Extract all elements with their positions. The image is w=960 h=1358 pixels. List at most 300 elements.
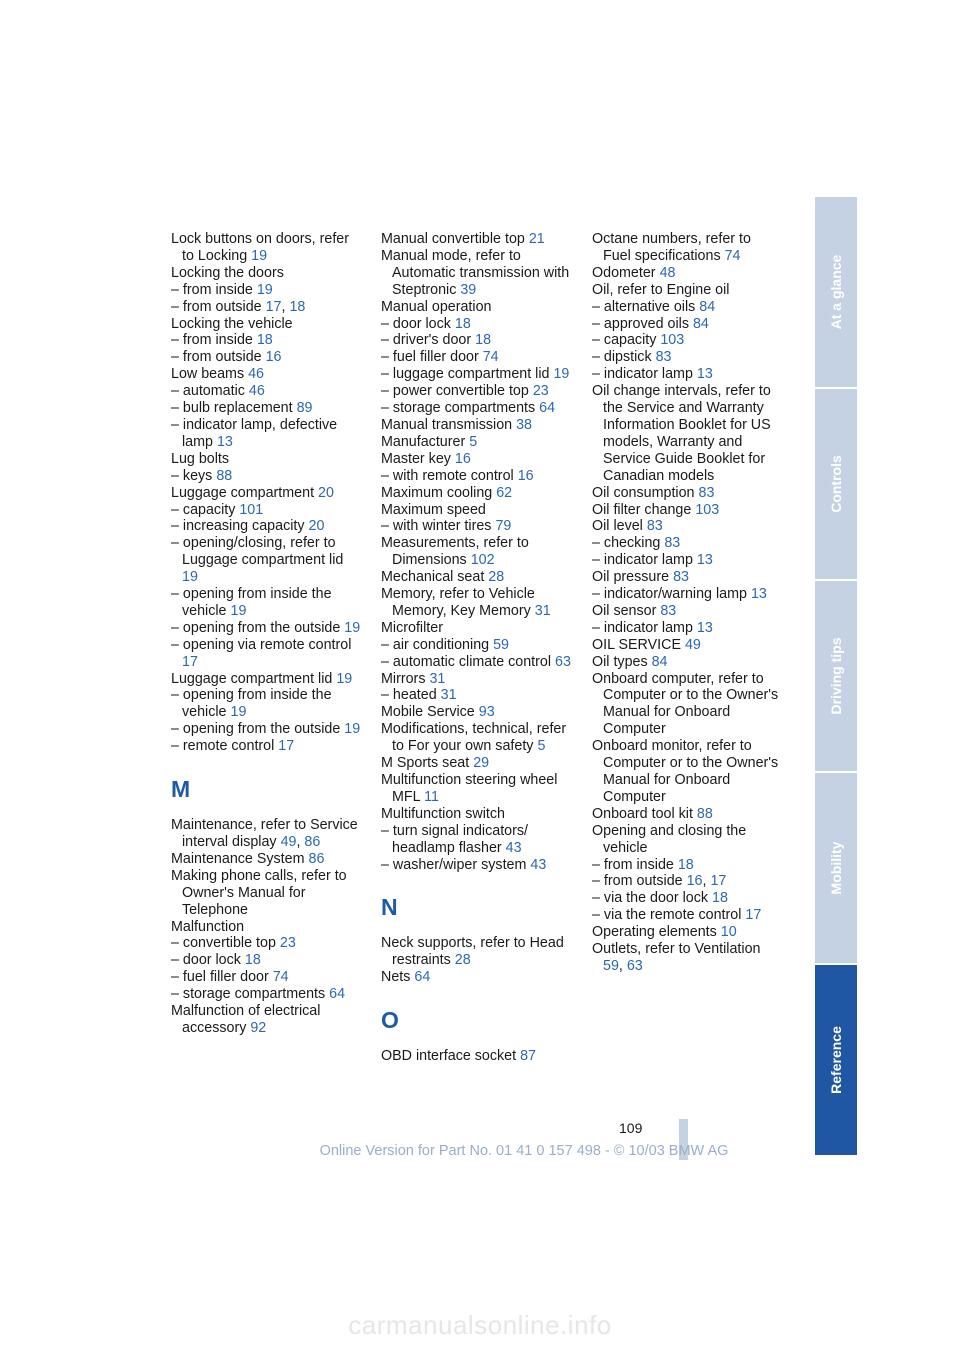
index-entry <box>171 366 361 383</box>
page-reference-link[interactable]: 19 <box>344 721 361 738</box>
index-entry <box>171 451 361 468</box>
index-entry-text: – via the remote control <box>592 907 742 924</box>
page-reference-link[interactable]: 39 <box>460 281 477 298</box>
page-reference-link[interactable]: 88 <box>216 467 233 484</box>
index-entry <box>381 518 571 535</box>
index-entry <box>171 969 361 986</box>
index-column-3 <box>592 231 782 975</box>
index-entry-text: – fuel filler door <box>171 969 269 986</box>
page-reference-link[interactable]: 17 <box>265 298 282 315</box>
page-reference-link[interactable]: 46 <box>248 366 265 383</box>
index-entry <box>381 704 571 721</box>
index-entry <box>592 890 782 907</box>
index-entry-text: – door lock <box>171 952 241 969</box>
index-entry-text: Microfilter <box>381 619 443 636</box>
index-entry <box>171 868 361 919</box>
index-entry <box>381 935 571 969</box>
side-tab-label: Controls <box>828 455 844 513</box>
index-entry-text: Outlets, refer to Ventilation <box>592 941 761 958</box>
section-tabs <box>815 197 857 1157</box>
index-entry <box>171 671 361 688</box>
index-entry-text: Oil, refer to Engine oil <box>592 281 730 298</box>
page-reference-link[interactable]: 13 <box>696 619 713 636</box>
index-entry-text: – opening from inside the vehicle <box>171 687 332 721</box>
side-tab-mobility[interactable] <box>815 773 857 965</box>
index-entry-text: – capacity <box>171 501 236 518</box>
page-reference-link[interactable]: 87 <box>520 1048 536 1065</box>
page-reference-link[interactable]: 101 <box>239 501 264 518</box>
side-tab-reference[interactable] <box>815 965 857 1157</box>
index-entry-text: – with winter tires <box>381 518 492 535</box>
page-reference-link[interactable]: 102 <box>470 552 495 569</box>
index-entry <box>171 620 361 637</box>
index-entry <box>592 349 782 366</box>
index-entry-text: Mechanical seat <box>381 569 485 586</box>
page-reference-link[interactable]: 31 <box>429 670 446 687</box>
page-reference-link[interactable]: 20 <box>318 484 334 501</box>
index-entry <box>171 721 361 738</box>
index-entry-text: – bulb replacement <box>171 400 293 417</box>
index-entry-text: Odometer <box>592 264 656 281</box>
index-entry <box>381 468 571 485</box>
index-entry <box>381 755 571 772</box>
page-reference-link[interactable]: 18 <box>712 890 728 907</box>
page-reference-link[interactable]: 19 <box>230 704 247 721</box>
index-entry-text: Oil consumption <box>592 484 695 501</box>
index-entry <box>171 919 361 936</box>
page-reference-link[interactable]: 13 <box>696 366 713 383</box>
page-reference-link[interactable]: 43 <box>505 839 522 856</box>
page-reference-link[interactable]: 19 <box>344 619 361 636</box>
index-entry-text: Multifunction switch <box>381 805 505 822</box>
page-reference-link[interactable]: 59 <box>493 636 509 653</box>
index-entry: – from outside 17, 18 <box>171 298 306 315</box>
page-reference-link[interactable]: 46 <box>248 383 265 400</box>
index-entry <box>381 383 571 400</box>
index-entry-text: Luggage compartment lid <box>171 670 333 687</box>
page-reference-link[interactable]: 89 <box>296 400 313 417</box>
index-entry-text: Oil change intervals, refer to the Service and Warranty Information Booklet for US models, Warranty and Service Guide Booklet for Canadian models <box>592 383 771 484</box>
index-entry-text: – door lock <box>381 315 451 332</box>
index-entry-text: – from inside <box>171 281 253 298</box>
index-entry <box>171 502 361 519</box>
index-entry <box>381 231 571 248</box>
index-entry-text: Modifications, technical, refer to For your own safety <box>381 721 567 755</box>
index-entry-text: Making phone calls, refer to Owner's Manual for Telephone <box>171 867 347 918</box>
index-entry <box>381 654 571 671</box>
index-entry-text: Manual transmission <box>381 416 513 433</box>
section-letter-heading: M <box>171 776 191 803</box>
page-reference-link[interactable]: 5 <box>537 738 546 755</box>
index-entry <box>171 637 361 671</box>
index-entry-text: Maintenance, refer to Service interval display <box>171 817 358 850</box>
index-entry-text: – automatic <box>171 383 245 400</box>
index-entry-text: – opening from the outside <box>171 619 341 636</box>
page-reference-link[interactable]: 28 <box>454 952 471 969</box>
index-entry <box>592 738 782 806</box>
index-entry-text: – opening/closing, refer to Luggage compartment lid <box>171 535 344 569</box>
index-entry <box>592 535 782 552</box>
index-entry-text: Manufacturer <box>381 433 466 450</box>
index-entry <box>171 687 361 721</box>
page-reference-link[interactable]: 16 <box>454 450 471 467</box>
page-reference-link[interactable]: 18 <box>256 332 273 349</box>
page-reference-link[interactable]: 92 <box>250 1019 267 1036</box>
page-reference-link[interactable]: 83 <box>664 535 681 552</box>
index-entry <box>592 569 782 586</box>
page-reference-link[interactable]: 84 <box>651 653 668 670</box>
page-reference-link[interactable]: 103 <box>695 501 720 518</box>
index-entry: – from outside 16, 17 <box>592 873 727 890</box>
index-entry-text: Malfunction <box>171 918 245 935</box>
index-entry <box>381 586 571 620</box>
page-reference-link[interactable]: 83 <box>655 349 672 366</box>
index-entry <box>381 620 571 637</box>
page-reference-link[interactable]: 74 <box>482 349 499 366</box>
index-entry-text: – from outside <box>171 349 262 366</box>
index-entry-text: – automatic climate control <box>381 653 552 670</box>
index-entry-text: – capacity <box>592 332 657 349</box>
page-reference-link[interactable]: 18 <box>244 952 261 969</box>
index-entry <box>592 265 782 282</box>
index-entry <box>592 823 782 857</box>
index-entry <box>171 282 361 299</box>
page-reference-link[interactable]: 79 <box>495 518 512 535</box>
page-reference-link[interactable]: 83 <box>646 518 663 535</box>
page-reference-link[interactable]: 103 <box>660 332 685 349</box>
page-reference-link[interactable]: 23 <box>279 935 296 952</box>
side-tab-label: At a glance <box>828 254 844 330</box>
index-entry <box>592 806 782 823</box>
page-reference-link[interactable]: 43 <box>530 856 547 873</box>
page-reference-link[interactable]: 28 <box>488 569 505 586</box>
index-entry <box>592 231 782 265</box>
page-reference-link[interactable]: 59 <box>603 957 619 974</box>
side-tab-label: Mobility <box>828 841 844 895</box>
page-reference-link[interactable]: 83 <box>660 602 677 619</box>
index-entry-text: – washer/wiper system <box>381 856 527 873</box>
page-reference-link[interactable]: 84 <box>692 315 709 332</box>
page-reference-link[interactable]: 21 <box>528 231 545 247</box>
index-entry-text: Multifunction steering wheel MFL <box>381 772 558 805</box>
index-entry <box>171 1003 361 1037</box>
index-entry <box>592 366 782 383</box>
index-entry-text: – from inside <box>592 856 674 873</box>
index-entry <box>381 248 571 299</box>
index-entry <box>592 282 782 299</box>
page-reference-link[interactable]: 74 <box>724 247 741 264</box>
index-entry-text: Lock buttons on doors, refer to Locking <box>171 231 350 264</box>
index-entry-text: – checking <box>592 535 661 552</box>
index-entry <box>381 772 571 806</box>
index-entry <box>592 857 782 874</box>
index-entry-text: – indicator lamp <box>592 619 693 636</box>
page-reference-link[interactable]: 13 <box>750 586 767 603</box>
page-reference-link[interactable]: 31 <box>534 602 551 619</box>
index-entry <box>592 316 782 333</box>
index-entry: Maintenance, refer to Service interval display 49, 86 <box>171 817 358 850</box>
index-entry-text: – from outside <box>171 298 262 315</box>
index-entry-text: – turn signal indicators/ headlamp flasher <box>381 822 529 856</box>
watermark: carmanualsonline.info <box>348 1310 612 1340</box>
index-entry <box>592 586 782 603</box>
page-reference-link[interactable]: 19 <box>182 569 198 586</box>
index-entry <box>381 969 571 986</box>
index-entry-text: Nets <box>381 969 411 986</box>
index-entry <box>171 952 361 969</box>
page-reference-link[interactable]: 83 <box>698 484 715 501</box>
index-entry-text: – power convertible top <box>381 383 529 400</box>
index-entry-text: – via the door lock <box>592 890 709 907</box>
index-entry <box>381 502 571 519</box>
index-entry <box>592 383 782 484</box>
side-tab-driving-tips[interactable] <box>815 581 857 773</box>
index-entry <box>171 349 361 366</box>
page-reference-link[interactable]: 31 <box>440 687 457 704</box>
index-entry <box>381 400 571 417</box>
index-entry-text: Oil filter change <box>592 501 692 518</box>
index-entry-text: Luggage compartment <box>171 484 315 501</box>
index-entry-text: – alternative oils <box>592 298 696 315</box>
page-reference-link[interactable]: 88 <box>696 805 713 822</box>
index-entry-text: OBD interface socket <box>381 1048 517 1065</box>
page-reference-link[interactable]: 74 <box>272 969 289 986</box>
index-entry-text: Onboard tool kit <box>592 805 693 822</box>
page-reference-link[interactable]: 48 <box>659 264 676 281</box>
index-entry <box>592 924 782 941</box>
index-entry-text: Oil pressure <box>592 569 670 586</box>
index-entry <box>171 265 361 282</box>
page-reference-link[interactable]: 84 <box>699 298 716 315</box>
page-reference-link[interactable]: 63 <box>555 653 571 670</box>
index-entry <box>171 400 361 417</box>
index-entry <box>171 535 361 586</box>
page-reference-link[interactable]: 10 <box>720 924 737 941</box>
index-entry <box>381 451 571 468</box>
index-entry <box>381 569 571 586</box>
index-entry <box>592 637 782 654</box>
side-tab-label: Reference <box>828 1026 844 1094</box>
index-entry-text: – increasing capacity <box>171 518 305 535</box>
index-entry <box>381 485 571 502</box>
index-entry <box>381 349 571 366</box>
index-entry <box>592 620 782 637</box>
index-entry-text: – storage compartments <box>381 400 536 417</box>
index-entry <box>171 316 361 333</box>
index-entry-text: Master key <box>381 450 451 467</box>
index-entry-text: – fuel filler door <box>381 349 479 366</box>
page-reference-link[interactable]: 64 <box>539 400 556 417</box>
index-entry-text: – indicator/warning lamp <box>592 586 747 603</box>
index-entry <box>381 417 571 434</box>
index-entry <box>381 687 571 704</box>
index-entry <box>592 485 782 502</box>
index-entry-text: Manual convertible top <box>381 231 525 247</box>
index-entry-text: Locking the doors <box>171 264 284 281</box>
section-letter-heading: N <box>381 894 398 921</box>
index-entry-text: Maintenance System <box>171 850 305 867</box>
index-entry <box>381 299 571 316</box>
page-reference-link[interactable]: 64 <box>414 969 431 986</box>
index-entry-text: – keys <box>171 467 213 484</box>
page-reference-link[interactable]: 19 <box>256 281 273 298</box>
index-entry-text: – storage compartments <box>171 986 326 1003</box>
index-entry-text: M Sports seat <box>381 755 470 772</box>
index-entry <box>171 518 361 535</box>
index-entry-text: – driver's door <box>381 332 472 349</box>
page-reference-link[interactable]: 17 <box>278 738 295 755</box>
index-entry <box>592 671 782 739</box>
index-entry-text: Maximum speed <box>381 501 486 518</box>
page-number: 109 <box>619 1120 643 1136</box>
page-reference-link[interactable]: 16 <box>265 349 282 366</box>
index-entry <box>171 738 361 755</box>
section-letter-heading: O <box>381 1007 399 1034</box>
index-entry-text: – air conditioning <box>381 636 490 653</box>
index-entry-text: Onboard monitor, refer to Computer or to the Owner's Manual for Onboard Computer <box>592 738 779 805</box>
page-reference-link[interactable]: 23 <box>532 383 549 400</box>
index-entry-text: Oil types <box>592 653 648 670</box>
index-entry-text: – with remote control <box>381 467 514 484</box>
index-entry-text: – opening via remote control <box>171 636 352 653</box>
index-entry-text: Mobile Service <box>381 704 475 721</box>
index-entry-text: – dipstick <box>592 349 652 366</box>
index-entry <box>381 823 571 857</box>
index-entry <box>592 518 782 535</box>
index-entry-text: Onboard computer, refer to Computer or to the Owner's Manual for Onboard Computer <box>592 670 779 738</box>
page-reference-link[interactable]: 62 <box>496 484 513 501</box>
page-reference-link[interactable]: 5 <box>469 433 478 450</box>
index-entry-text: Memory, refer to Vehicle Memory, Key Memory <box>381 586 535 619</box>
page-reference-link[interactable]: 11 <box>424 788 439 805</box>
index-entry <box>171 383 361 400</box>
page-reference-link[interactable]: 17 <box>745 907 762 924</box>
index-entry-text: – heated <box>381 687 437 704</box>
index-entry-text: Measurements, refer to Dimensions <box>381 535 529 569</box>
page-reference-link[interactable]: 49 <box>684 636 701 653</box>
index-entry-text: – approved oils <box>592 315 689 332</box>
index-entry <box>381 857 571 874</box>
index-entry-text: Mirrors <box>381 670 426 687</box>
page-reference-link[interactable]: 13 <box>696 552 713 569</box>
page-reference-link[interactable]: 13 <box>216 433 233 450</box>
page-reference-link[interactable]: 19 <box>553 366 570 383</box>
index-entry-text: Oil sensor <box>592 602 657 619</box>
page-reference-link[interactable]: 17 <box>710 873 727 890</box>
index-entry <box>381 535 571 569</box>
page-reference-link[interactable]: 18 <box>677 856 694 873</box>
page-reference-link[interactable]: 19 <box>336 670 353 687</box>
index-entry <box>171 231 361 265</box>
page-reference-link[interactable]: 86 <box>308 850 325 867</box>
index-entry <box>592 552 782 569</box>
index-entry-text: Low beams <box>171 366 245 383</box>
page-reference-link[interactable]: 18 <box>475 332 492 349</box>
footer-text: Online Version for Part No. 01 41 0 157 498 - © 10/03 BMW AG <box>319 1143 729 1159</box>
index-entry-text: Locking the vehicle <box>171 315 293 332</box>
page-reference-link[interactable]: 63 <box>626 957 643 974</box>
page-reference-link[interactable]: 18 <box>454 315 471 332</box>
index-entry-text: – luggage compartment lid <box>381 366 550 383</box>
page-reference-link[interactable]: 16 <box>517 467 534 484</box>
index-entry <box>171 417 361 451</box>
index-entry-text: Manual operation <box>381 298 492 315</box>
index-entry <box>381 366 571 383</box>
index-entry <box>381 806 571 823</box>
page-reference-link[interactable]: 83 <box>673 569 689 586</box>
page-reference-link[interactable]: 64 <box>329 986 346 1003</box>
index-entry-text: – indicator lamp, defective lamp <box>171 416 338 450</box>
index-entry <box>171 935 361 952</box>
page-reference-link[interactable]: 19 <box>251 247 268 264</box>
index-entry-text: Manual mode, refer to Automatic transmission with Steptronic <box>381 247 570 298</box>
index-entry-text: Oil level <box>592 518 643 535</box>
page-reference-link[interactable]: 18 <box>289 298 306 315</box>
side-tab-label: Driving tips <box>828 637 844 715</box>
index-entry-text: OIL SERVICE <box>592 636 681 653</box>
index-entry-text: – from inside <box>171 332 253 349</box>
index-entry <box>381 316 571 333</box>
index-entry <box>171 468 361 485</box>
index-entry <box>592 603 782 620</box>
index-entry-text: – opening from inside the vehicle <box>171 586 332 619</box>
side-tab-at-a-glance[interactable] <box>815 197 857 389</box>
index-column-1 <box>171 231 361 1037</box>
index-entry-text: – indicator lamp <box>592 366 693 383</box>
index-entry-text: Maximum cooling <box>381 484 493 501</box>
page-reference-link[interactable]: 49 <box>280 834 297 850</box>
page-reference-link[interactable]: 19 <box>230 602 247 619</box>
index-entry <box>171 586 361 620</box>
index-entry <box>592 907 782 924</box>
index-entry <box>171 332 361 349</box>
index-entry <box>171 485 361 502</box>
side-tab-controls[interactable] <box>815 389 857 581</box>
index-entry <box>592 654 782 671</box>
page-reference-link[interactable]: 93 <box>478 704 495 721</box>
index-entry-text: – convertible top <box>171 935 276 952</box>
index-entry <box>381 721 571 755</box>
page-reference-link[interactable]: 16 <box>686 873 703 890</box>
index-entry <box>592 332 782 349</box>
index-entry <box>592 299 782 316</box>
page-reference-link[interactable]: 20 <box>308 518 325 535</box>
index-entry-text: – opening from the outside <box>171 721 341 738</box>
index-entry <box>381 637 571 654</box>
page-reference-link[interactable]: 17 <box>182 653 198 670</box>
index-entry-text: Lug bolts <box>171 450 230 467</box>
index-entry <box>592 502 782 519</box>
index-entry-text: – indicator lamp <box>592 552 693 569</box>
page-reference-link[interactable]: 38 <box>516 416 532 433</box>
index-entry-text: Octane numbers, refer to Fuel specifications <box>592 231 751 264</box>
index-entry-text: Opening and closing the vehicle <box>592 822 747 856</box>
index-entry-text: Neck supports, refer to Head restraints <box>381 935 564 969</box>
index-entry-text: – from outside <box>592 873 683 890</box>
index-entry <box>381 434 571 451</box>
page-reference-link[interactable]: 86 <box>304 834 321 850</box>
index-column-2 <box>381 231 571 1065</box>
index-entry <box>381 671 571 688</box>
page-reference-link[interactable]: 29 <box>473 755 490 772</box>
index-entry <box>381 332 571 349</box>
index-entry <box>171 986 361 1003</box>
index-entry-text: – remote control <box>171 738 275 755</box>
index-entry <box>171 851 361 868</box>
index-entry-text: Operating elements <box>592 924 717 941</box>
index-entry: Outlets, refer to Ventilation 59, 63 <box>592 941 761 974</box>
index-entry <box>381 1048 571 1065</box>
